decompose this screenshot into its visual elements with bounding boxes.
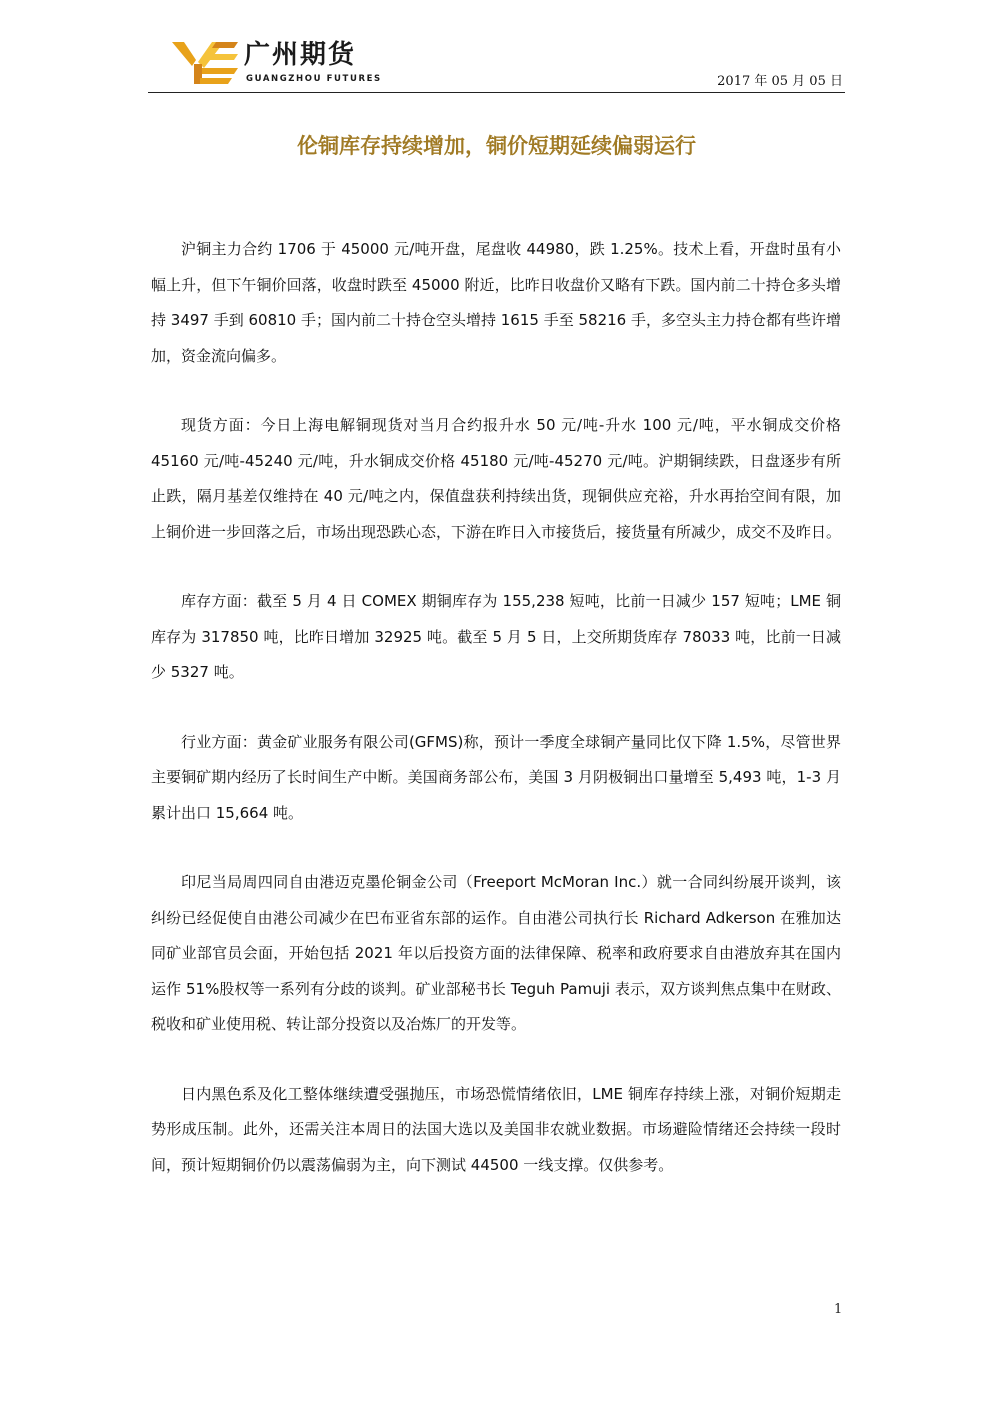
report-body xyxy=(151,232,841,1217)
report-title: 伦铜库存持续增加，铜价短期延续偏弱运行 xyxy=(297,134,696,158)
paragraph-industry: 行业方面：黄金矿业服务有限公司(GFMS)称，预计一季度全球铜产量同比仅下降 1.5%，尽管世界主要铜矿期内经历了长时间生产中断。美国商务部公布，美国 3 月阴极铜出口量增至 5,493 吨，1-3 月累计出口 15,664 吨。 xyxy=(151,732,841,822)
page-header xyxy=(148,30,845,94)
page-number: 1 xyxy=(834,1302,843,1317)
guangzhou-futures-logo-icon xyxy=(172,38,238,84)
company-name-cn: 广州期货 xyxy=(244,40,357,70)
company-logo xyxy=(172,38,382,88)
paragraph-spot: 现货方面：今日上海电解铜现货对当月合约报升水 50 元/吨-升水 100 元/吨，平水铜成交价格 45160 元/吨-45240 元/吨，升水铜成交价格 45180 元/吨-45270 元/吨。沪期铜续跌，日盘逐步有所止跌，隔月基差仅维持在 40 元/吨之内，保值盘获利持续出货，现铜供应充裕，升水再抬空间有限，加上铜价进一步回落之后，市场出现恐跌心态，下游在昨日入市接货后，接货量有所减少，成交不及昨日。 xyxy=(151,416,842,541)
company-name-en: GUANGZHOU FUTURES xyxy=(246,74,382,84)
report-date: 2017 年 05 月 05 日 xyxy=(717,74,843,89)
paragraph-outlook: 日内黑色系及化工整体继续遭受强抛压，市场恐慌情绪依旧，LME 铜库存持续上涨，对铜价短期走势形成压制。此外，还需关注本周日的法国大选以及美国非农就业数据。市场避险情绪还会持续一段时间，预计短期铜价仍以震荡偏弱为主，向下测试 44500 一线支撑。仅供参考。 xyxy=(151,1084,841,1174)
paragraph-freeport: 印尼当局周四同自由港迈克墨伦铜金公司（Freeport McMoran Inc.）就一合同纠纷展开谈判，该纠纷已经促使自由港公司减少在巴布亚省东部的运作。自由港公司执行长 Richard Adkerson 在雅加达同矿业部官员会面，开始包括 2021 年以后投资方面的法律保障、税率和政府要求自由港放弃其在国内运作 51%股权等一系列有分歧的谈判。矿业部秘书长 Teguh Pamuji 表示，双方谈判焦点集中在财政、税收和矿业使用税、转让部分投资以及冶炼厂的开发等。 xyxy=(151,873,841,1033)
paragraph-market-summary: 沪铜主力合约 1706 于 45000 元/吨开盘，尾盘收 44980，跌 1.25%。技术上看，开盘时虽有小幅上升，但下午铜价回落，收盘时跌至 45000 附近，比昨日收盘价又略有下跌。国内前二十持仓多头增持 3497 手到 60810 手；国内前二十持仓空头增持 1615 手至 58216 手，多空头主力持仓都有些许增加，资金流向偏多。 xyxy=(151,240,841,365)
header-divider xyxy=(148,92,845,93)
paragraph-inventory: 库存方面：截至 5 月 4 日 COMEX 期铜库存为 155,238 短吨，比前一日减少 157 短吨；LME 铜库存为 317850 吨，比昨日增加 32925 吨。截至 5 月 5 日，上交所期货库存 78033 吨，比前一日减少 5327 吨。 xyxy=(151,592,841,681)
